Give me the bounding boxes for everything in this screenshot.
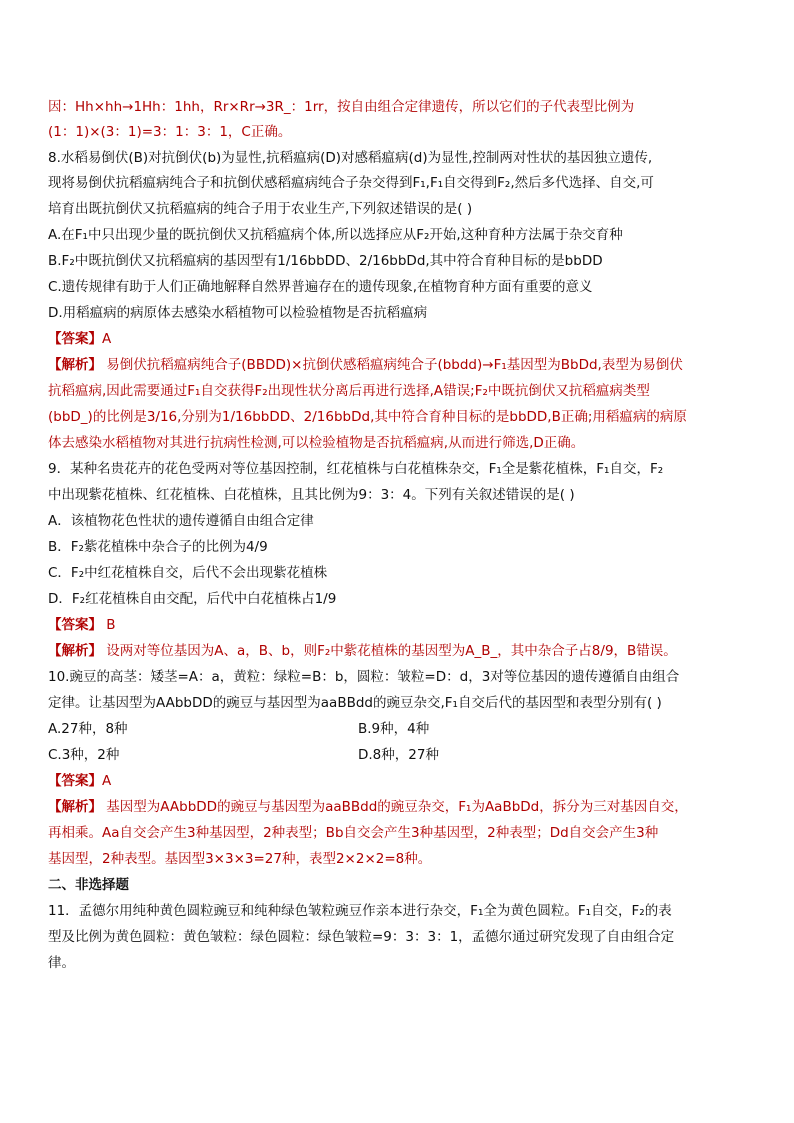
question-11-stem-3: 律。 [48,955,75,971]
question-10-option-d: D.8种，27种 [358,747,439,763]
explanation-text: 设两对等位基因为A、a，B、b，则F₂中紫花植株的基因型为A_B_，其中杂合子占8/9，B错误。 [102,643,677,659]
answer-tag: 【答案】 [48,331,102,347]
question-8-explanation-3: (bbD_)的比例是3/16,分别为1/16bbDD、2/16bbDd,其中符合育种目标的是bbDD,B正确;用稻瘟病的病原 [48,409,687,425]
question-10-stem-2: 定律。让基因型为AAbbDD的豌豆与基因型为aaBBdd的豌豆杂交,F₁自交后代的基因型和表型分别有( ) [48,695,662,711]
answer-value: B [102,617,116,633]
question-8-explanation-4: 体去感染水稻植物对其进行抗病性检测,可以检验植物是否抗稻瘟病,从而进行筛选,D正确。 [48,435,585,451]
question-10-option-a: A.27种，8种 [48,721,128,737]
section-heading: 二、非选择题 [48,877,129,893]
question-8-option-c: C.遗传规律有助于人们正确地解释自然界普遍存在的遗传现象,在植物育种方面有重要的意义 [48,279,593,295]
question-10-explanation-3: 基因型，2种表型。基因型3×3×3=27种，表型2×2×2=8种。 [48,851,432,867]
question-8-option-b: B.F₂中既抗倒伏又抗稻瘟病的基因型有1/16bbDD、2/16bbDd,其中符合育种目标的是bbDD [48,253,603,269]
question-9-option-b: B．F₂紫花植株中杂合子的比例为4/9 [48,539,268,555]
question-9-answer [48,616,116,634]
question-8-stem-2: 现将易倒伏抗稻瘟病纯合子和抗倒伏感稻瘟病纯合子杂交得到F₁,F₁自交得到F₂,然后多代选择、自交,可 [48,175,654,191]
question-10-option-c: C.3种，2种 [48,747,120,763]
question-9-explanation-1 [48,642,677,660]
question-8-stem-1: 8.水稻易倒伏(B)对抗倒伏(b)为显性,抗稻瘟病(D)对感稻瘟病(d)为显性,控制两对性状的基因独立遗传, [48,150,653,166]
prev-explanation-line-2: (1：1)×(3：1)=3：1：3：1，C正确。 [48,124,292,140]
question-11-stem-2: 型及比例为黄色圆粒：黄色皱粒：绿色圆粒：绿色皱粒=9：3：3：1，孟德尔通过研究发现了自由组合定 [48,929,675,945]
question-8-answer [48,330,111,348]
question-10-option-b: B.9种，4种 [358,721,430,737]
answer-tag: 【答案】 [48,773,102,789]
question-10-stem-1: 10.豌豆的高茎：矮茎=A：a，黄粒：绿粒=B：b，圆粒：皱粒=D：d，3对等位基因的遗传遵循自由组合 [48,669,680,685]
prev-explanation-line-1: 因：Hh×hh→1Hh：1hh，Rr×Rr→3R_：1rr，按自由组合定律遗传，所以它们的子代表型比例为 [48,99,635,115]
question-8-explanation-2: 抗稻瘟病,因此需要通过F₁自交获得F₂出现性状分离后再进行选择,A错误;F₂中既抗倒伏又抗稻瘟病类型 [48,383,650,399]
question-8-explanation-1 [48,356,683,374]
question-9-stem-2: 中出现紫花植株、红花植株、白花植株，且其比例为9：3：4。下列有关叙述错误的是( ) [48,487,575,503]
question-8-stem-3: 培育出既抗倒伏又抗稻瘟病的纯合子用于农业生产,下列叙述错误的是( ) [48,201,473,217]
explanation-text: 基因型为AAbbDD的豌豆与基因型为aaBBdd的豌豆杂交，F₁为AaBbDd，拆分为三对基因自交， [102,799,688,815]
question-10-answer [48,772,111,790]
question-10-explanation-1 [48,798,688,816]
explanation-tag: 【解析】 [48,643,102,659]
question-8-option-a: A.在F₁中只出现少量的既抗倒伏又抗稻瘟病个体,所以选择应从F₂开始,这种育种方法属于杂交育种 [48,227,623,243]
question-9-option-c: C．F₂中红花植株自交，后代不会出现紫花植株 [48,565,328,581]
question-9-option-d: D．F₂红花植株自由交配，后代中白花植株占1/9 [48,591,337,607]
explanation-text: 易倒伏抗稻瘟病纯合子(BBDD)×抗倒伏感稻瘟病纯合子(bbdd)→F₁基因型为BbDd,表型为易倒伏 [102,357,683,373]
answer-tag: 【答案】 [48,617,102,633]
explanation-tag: 【解析】 [48,799,102,815]
explanation-tag: 【解析】 [48,357,102,373]
answer-value: A [102,773,112,789]
question-8-option-d: D.用稻瘟病的病原体去感染水稻植物可以检验植物是否抗稻瘟病 [48,305,428,321]
question-9-option-a: A．该植物花色性状的遗传遵循自由组合定律 [48,513,314,529]
answer-value: A [102,331,112,347]
question-9-stem-1: 9．某种名贵花卉的花色受两对等位基因控制，红花植株与白花植株杂交，F₁全是紫花植株，F₁自交，F₂ [48,461,664,477]
question-11-stem-1: 11．孟德尔用纯种黄色圆粒豌豆和纯种绿色皱粒豌豆作亲本进行杂交，F₁全为黄色圆粒。F₁自交，F₂的表 [48,903,672,919]
question-10-explanation-2: 再相乘。Aa自交会产生3种基因型，2种表型；Bb自交会产生3种基因型，2种表型；Dd自交会产生3种 [48,825,659,841]
